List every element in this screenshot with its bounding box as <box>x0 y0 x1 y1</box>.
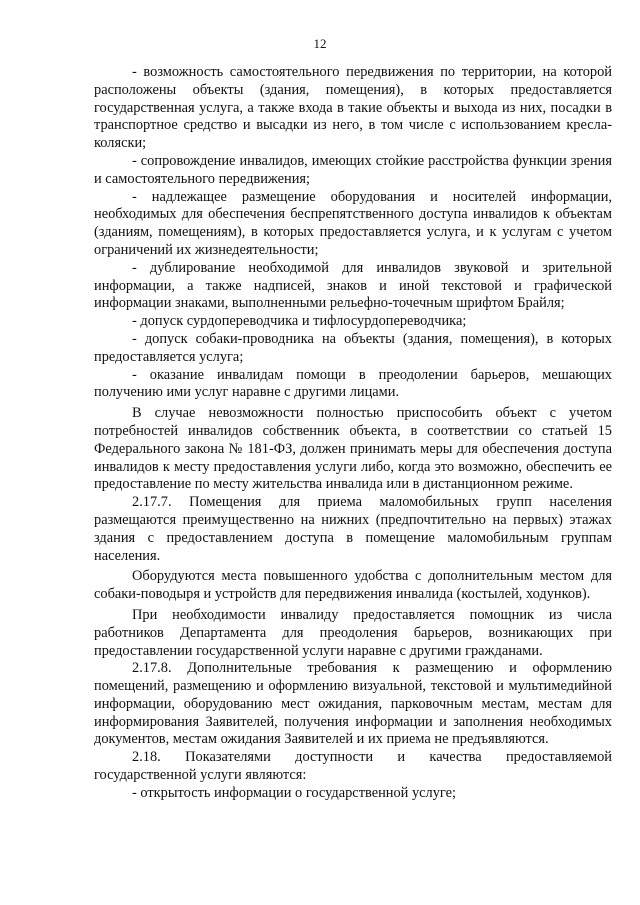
paragraph-2-18: 2.18. Показателями доступности и качества предоставляемой государственной услуги являются: <box>94 749 612 784</box>
paragraph-equipped-places: Оборудуются места повышенного удобства с дополнительным местом для собаки-поводыря и устройств для передвижения инвалида (костылей, ходунков). <box>94 568 612 603</box>
page-number: 12 <box>313 36 327 51</box>
paragraph-impossibility: В случае невозможности полностью приспособить объект с учетом потребностей инвалидов собственник объекта, в соответствии со статьей 15 Федерального закона № 181-ФЗ, должен принимать меры для обеспечения доступа инвалидов к месту предоставления услуги либо, когда это возможно, обеспечить ее предоставление по месту жительства инвалида или в дистанционном режиме. <box>94 405 612 493</box>
paragraph-assistance: - оказание инвалидам помощи в преодолении барьеров, мешающих получению ими услуг наравне с другими лицами. <box>94 366 612 401</box>
paragraph-2-17-7: 2.17.7. Помещения для приема маломобильных групп населения размещаются преимущественно на нижних (предпочтительно на первых) этажах здания с предоставлением доступа в помещение маломобильным группам населения. <box>94 494 612 564</box>
paragraph-assistant: При необходимости инвалиду предоставляется помощник из числа работников Департамента для преодоления барьеров, возникающих при предоставлении государственной услуги наравне с другими гражданами. <box>94 606 612 659</box>
paragraph-2-17-8: 2.17.8. Дополнительные требования к размещению и оформлению помещений, размещению и оформлению визуальной, текстовой и мультимедийной информации, оборудованию мест ожидания, парковочным местам, местам для информирования Заявителей, получения информации и заполнения необходимых документов, местам ожидания Заявителей и их приема не предъявляются. <box>94 660 612 748</box>
paragraph-escort: - сопровождение инвалидов, имеющих стойкие расстройства функции зрения и самостоятельного передвижения; <box>94 152 612 187</box>
paragraph-openness: - открытость информации о государственной услуге; <box>132 784 457 801</box>
paragraph-movement-access: - возможность самостоятельного передвижения по территории, на которой расположены объекты (здания, помещения), в которых предоставляется государственная услуга, а также входа в такие объекты и выхода из них, посадки в транспортное средство и высадки из него, в том числе с использованием кресла-коляски; <box>94 64 612 152</box>
paragraph-sign-interpreter: - допуск сурдопереводчика и тифлосурдопереводчика; <box>132 313 467 330</box>
paragraph-duplication-braille: - дублирование необходимой для инвалидов звуковой и зрительной информации, а также надписей, знаков и иной текстовой и графической информации знаками, выполненными рельефно-точечным шрифтом Брайля; <box>94 259 612 312</box>
document-body <box>94 64 612 803</box>
paragraph-equipment-placement: - надлежащее размещение оборудования и носителей информации, необходимых для обеспечения беспрепятственного доступа инвалидов к объектам (зданиям, помещениям), в которых предоставляется услуга, и к услугам с учетом ограничений их жизнедеятельности; <box>94 188 612 258</box>
paragraph-guide-dog: - допуск собаки-проводника на объекты (здания, помещения), в которых предоставляется услуга; <box>94 330 612 365</box>
